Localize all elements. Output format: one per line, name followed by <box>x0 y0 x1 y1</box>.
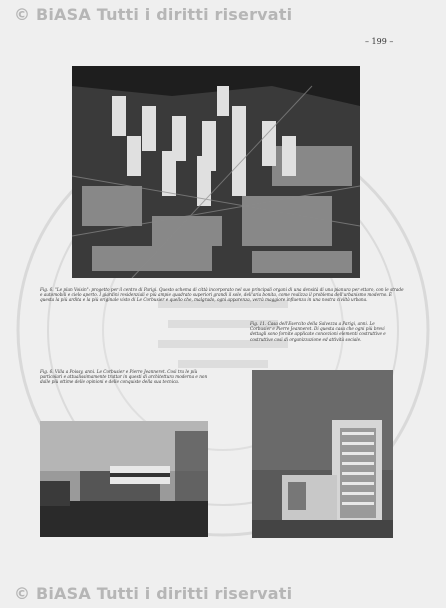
page-number: – 199 – <box>365 37 394 46</box>
watermark-top: © BiASA Tutti i diritti riservati <box>14 5 293 24</box>
caption-figure-plan-voisin: Fig. 6. "Le plan Voisin": progetto per il centro di Parigi. Questo schema di città incorporato nel suo principali organi di una densità di una pianura per ettaro, con le strade e automobili e cielo aperto. I giardini residenziali e più ampie quadrato superiori grandi il sole, dell'aria bonita, come realizza il problema dell'urbanismo moderno. È questa la più ardita e la più originale visto di Le Corbusier e quello che, malgrado, ogni apparenza, verrà maggiore influenza in una nostra civiltà urbana. <box>40 287 404 303</box>
city-model-photo <box>72 66 360 278</box>
watermark-bottom: © BiASA Tutti i diritti riservati <box>14 584 293 603</box>
caption-figure-villa-poissy: Fig. 6. Villa a Poissy, anni. Le Corbusier e Pierre Jeanneret. Così tra le più particolari e attualissimamente trattar in questi di architettura moderna e non dalle più ottime delle opinioni e delle conquiste della sua tecnica. <box>40 369 208 385</box>
caption-figure-salvation-army: Fig. 11. Casa dell'Esercito della Salvezza a Parigi, anni. Le Corbusier e Pierre Jeanneret. Di questa casa che ogni più brevi dettagli sono fornite applicate concezioni elementi costruttive e costruttive così di organizzazione ed attività sociale. <box>250 321 386 342</box>
villa-photo <box>40 421 208 537</box>
salvation-army-building-photo <box>252 370 393 538</box>
